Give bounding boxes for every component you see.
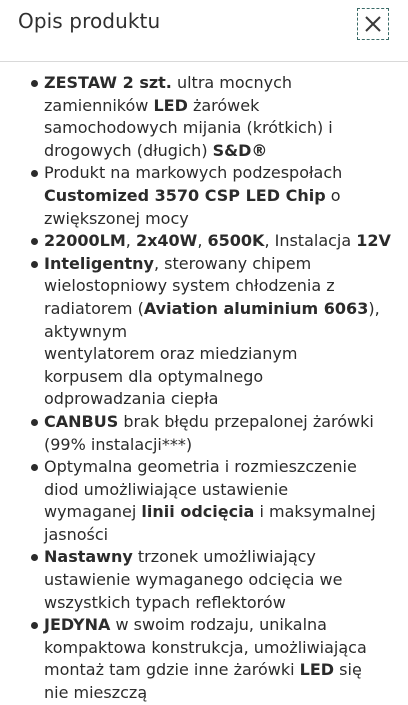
text-segment: żarówek <box>187 95 260 115</box>
list-item <box>44 411 408 456</box>
text-segment: drogowych (długich) <box>44 140 213 160</box>
text-line <box>44 411 390 434</box>
text-line <box>44 343 390 366</box>
close-icon <box>364 15 382 33</box>
text-line <box>44 275 390 298</box>
text-segment: wymaganej <box>44 502 142 522</box>
text-segment: ustawienie wymaganego odcięcia we <box>44 570 343 590</box>
text-segment: ultra mocnych <box>171 73 293 92</box>
bold-text: Nastawny <box>44 547 133 567</box>
text-segment: zwiększonej mocy <box>44 208 189 228</box>
bold-text: Aviation aluminium 6063 <box>143 298 369 318</box>
bold-text: S&D® <box>212 140 268 160</box>
text-line <box>44 479 390 502</box>
text-segment: trzonek umożliwiający <box>132 547 316 567</box>
text-line <box>44 682 390 705</box>
text-segment: kompaktowa konstrukcja, umożliwiająca <box>44 637 367 657</box>
text-segment: , <box>125 231 136 251</box>
bold-text: 2x40W <box>135 231 198 251</box>
text-segment: się <box>334 660 362 680</box>
bold-text: 6500K <box>207 231 265 251</box>
bold-text: Customized 3570 CSP LED Chip <box>44 185 326 205</box>
list-item <box>44 614 408 704</box>
text-line <box>44 72 390 95</box>
text-line <box>44 185 390 208</box>
product-description <box>0 72 408 705</box>
list-item <box>44 546 408 614</box>
text-line <box>44 434 390 457</box>
text-line <box>44 637 390 660</box>
text-line <box>44 592 390 615</box>
bold-text: CANBUS <box>44 411 119 431</box>
text-segment: jasności <box>44 524 109 544</box>
text-segment: brak błędu przepalonej żarówki <box>118 411 374 431</box>
text-segment: samochodowych mijania (krótkich) i <box>44 118 333 138</box>
page-title: Opis produktu <box>18 9 161 33</box>
text-segment: Produkt na markowych podzespołach <box>44 163 343 183</box>
list-item <box>44 456 408 546</box>
description-list <box>0 72 408 705</box>
text-line <box>44 569 390 592</box>
text-line <box>44 95 390 118</box>
text-segment: (99% instalacji***) <box>44 434 193 454</box>
text-segment: zamienników <box>44 95 154 115</box>
text-segment: nie mieszczą <box>44 683 148 703</box>
text-segment: wszystkich typach reflektorów <box>44 592 286 612</box>
list-item <box>44 162 408 230</box>
text-line <box>44 614 390 637</box>
text-segment: korpusem dla optymalnego <box>44 366 264 386</box>
bold-text: 22000LM <box>44 231 126 251</box>
text-line <box>44 321 390 344</box>
text-line <box>44 140 390 163</box>
text-line <box>44 162 390 185</box>
text-line <box>44 546 390 569</box>
bold-text: 12V <box>356 231 391 251</box>
text-segment: , sterowany chipem <box>153 253 312 273</box>
text-line <box>44 501 390 524</box>
text-line <box>44 659 390 682</box>
bold-text: LED <box>299 660 335 680</box>
bold-text: ZESTAW 2 szt. <box>44 73 172 92</box>
text-segment: Optymalna geometria i rozmieszczenie <box>44 457 357 477</box>
modal-header <box>0 0 408 62</box>
close-button[interactable] <box>357 8 389 40</box>
text-segment: aktywnym <box>44 321 128 341</box>
text-segment: wielostopniowy system chłodzenia z <box>44 276 335 296</box>
list-item <box>44 72 408 162</box>
text-segment: , <box>197 231 208 251</box>
text-segment: i maksymalnej <box>254 502 376 522</box>
text-segment: odprowadzania ciepła <box>44 389 219 409</box>
bold-text: Inteligentny <box>44 253 154 273</box>
text-line <box>44 208 390 231</box>
text-segment: o <box>325 185 341 205</box>
text-segment: wentylatorem oraz miedzianym <box>44 344 298 364</box>
bold-text: linii odcięcia <box>141 502 255 522</box>
bold-text: LED <box>153 95 188 115</box>
text-line <box>44 388 390 411</box>
text-line <box>44 524 390 547</box>
text-segment: montaż tam gdzie inne żarówki <box>44 660 300 680</box>
text-line <box>44 117 390 140</box>
text-segment: w swoim rodzaju, unikalna <box>110 615 327 635</box>
text-segment: , Instalacja <box>264 231 357 251</box>
text-line <box>44 253 390 276</box>
text-line <box>44 456 390 479</box>
list-item <box>44 253 408 411</box>
text-line <box>44 230 390 253</box>
text-segment: ), <box>368 298 380 318</box>
text-line <box>44 366 390 389</box>
text-line <box>44 298 390 321</box>
bold-text: JEDYNA <box>44 615 111 635</box>
list-item <box>44 230 408 253</box>
text-segment: diod umożliwiające ustawienie <box>44 479 289 499</box>
text-segment: radiatorem ( <box>44 298 144 318</box>
